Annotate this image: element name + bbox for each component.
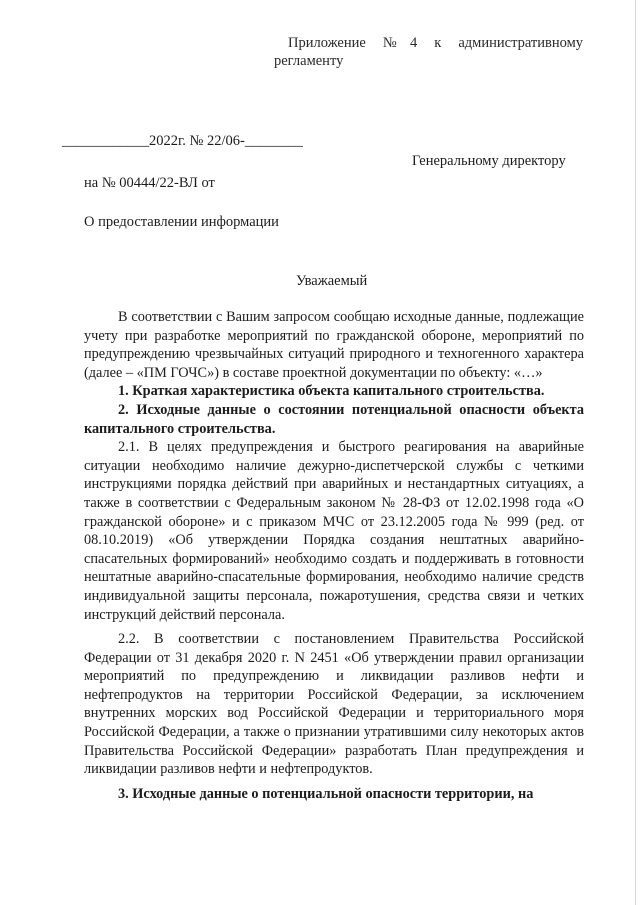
section-heading-1: 1. Краткая характеристика объекта капитального строительства. (118, 383, 545, 400)
addressee: Генеральному директору (412, 153, 566, 169)
appendix-label-continuation: регламенту (274, 53, 344, 69)
section-heading-3: 3. Исходные данные о потенциальной опасности территории, на (118, 785, 534, 802)
greeting: Уважаемый (296, 273, 368, 289)
letter-subject: О предоставлении информации (84, 214, 279, 230)
paragraph-2-2: 2.2. В соответствии с постановлением Правительства Российской Федерации от 31 декабря 2020 г. N 2451 «Об утверждении правил организации мероприятий по предупреждению и ликвидации разливов нефти и нефтепродуктов на территории Российской Федерации, за исключением внутренних морских вод Российской Федерации и территориального моря Российской Федерации, а также о признании утратившими силу некоторых актов Правительства Российской Федерации» разработать План предупреждения и ликвидации разливов нефти и нефтепродуктов. (84, 631, 584, 778)
paragraph-2-1: 2.1. В целях предупреждения и быстрого реагирования на аварийные ситуации необходимо наличие дежурно-диспетчерской службы с четкими инструкциями порядка действий при аварийных и нестандартных ситуациях, а также в соответствии с Федеральным законом № 28-ФЗ от 12.02.1998 года «О гражданской обороне» и с приказом МЧС от 23.12.2005 года № 999 (ред. от 08.10.2019) «Об утверждении Порядка создания нештатных аварийно-спасательных формирований» необходимо создать и поддерживать в готовности нештатные аварийно-спасательные формирования, необходимо наличие средств индивидуальной защиты персонала, пожаротушения, средства связи и четких инструкций действий персонала. (84, 439, 584, 623)
reference-number: на № 00444/22-ВЛ от (84, 175, 215, 191)
intro-paragraph: В соответствии с Вашим запросом сообщаю исходные данные, подлежащие учету при разработке мероприятий по гражданской обороне, мероприятий по предупреждению чрезвычайных ситуаций природного и техногенного характера (далее – «ПМ ГОЧС») в составе проектной документации по объекту: «…» (84, 309, 584, 381)
section-heading-2: 2. Исходные данные о состоянии потенциальной опасности объекта капитального строительства. (84, 401, 584, 437)
date-number-line: ____________2022г. № 22/06-________ (62, 133, 303, 149)
appendix-label: Приложение №4 к административному (288, 35, 583, 51)
letter-body (84, 308, 584, 803)
scan-edge-line (635, 0, 636, 905)
